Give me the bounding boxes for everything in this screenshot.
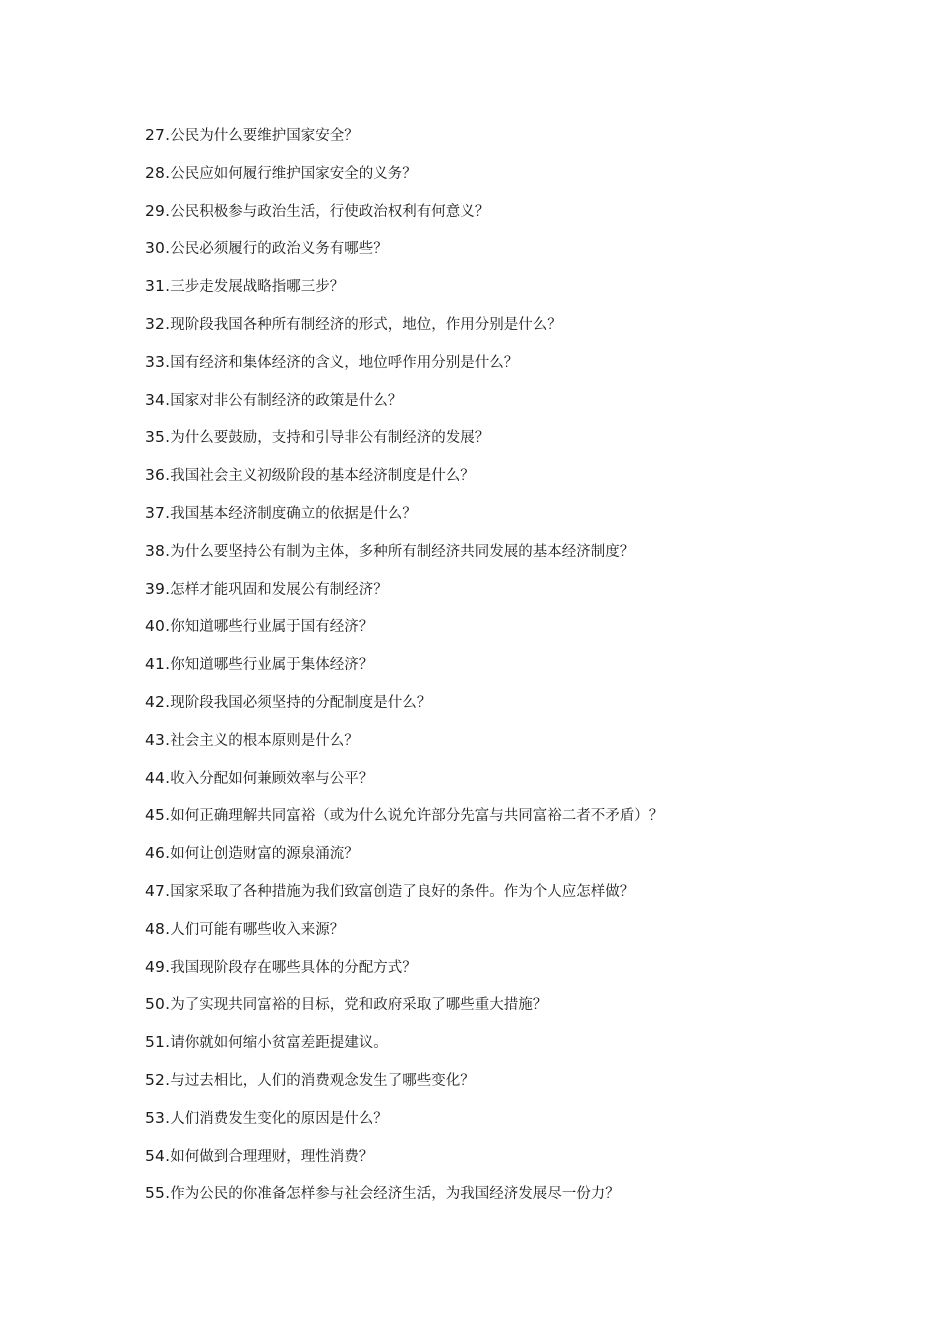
question-text: 公民为什么要维护国家安全？ (170, 128, 359, 144)
question-number: 50. (145, 995, 171, 1014)
question-item (145, 1070, 865, 1108)
question-item (145, 957, 865, 995)
question-number: 30. (145, 239, 171, 258)
question-number: 44. (145, 768, 171, 787)
question-item (145, 881, 865, 919)
question-item (145, 465, 865, 503)
question-number: 40. (145, 617, 171, 636)
question-number: 41. (145, 655, 171, 674)
question-item (145, 692, 865, 730)
question-number: 28. (145, 163, 171, 182)
question-item (145, 238, 865, 276)
question-number: 55. (145, 1184, 171, 1203)
question-item (145, 654, 865, 692)
question-item (145, 1146, 865, 1184)
question-text: 现阶段我国必须坚持的分配制度是什么？ (170, 694, 432, 711)
question-number: 35. (145, 428, 171, 447)
question-item (145, 1032, 865, 1070)
question-text: 怎样才能巩固和发展公有制经济？ (170, 581, 388, 598)
question-text: 为什么要坚持公有制为主体，多种所有制经济共同发展的基本经济制度？ (170, 543, 635, 560)
question-item (145, 579, 865, 617)
question-number: 43. (145, 730, 171, 749)
question-number: 45. (145, 806, 171, 825)
question-number: 39. (145, 579, 171, 598)
question-number: 53. (145, 1108, 171, 1127)
question-list (145, 125, 865, 1221)
question-number: 37. (145, 503, 171, 522)
question-text: 与过去相比，人们的消费观念发生了哪些变化？ (170, 1072, 475, 1089)
question-item (145, 314, 865, 352)
question-text: 国有经济和集体经济的含义，地位呼作用分别是什么？ (170, 354, 519, 371)
question-item (145, 994, 865, 1032)
question-item (145, 768, 865, 806)
question-number: 34. (145, 390, 171, 409)
question-item (145, 616, 865, 654)
question-item (145, 919, 865, 957)
question-number: 52. (145, 1070, 171, 1089)
question-text: 三步走发展战略指哪三步？ (170, 279, 345, 296)
question-item (145, 125, 865, 163)
question-text: 如何让创造财富的源泉涌流？ (170, 846, 359, 863)
question-number: 36. (145, 466, 171, 485)
question-text: 为什么要鼓励，支持和引导非公有制经济的发展？ (170, 430, 490, 447)
question-text: 为了实现共同富裕的目标，党和政府采取了哪些重大措施？ (170, 997, 548, 1014)
question-text: 你知道哪些行业属于集体经济？ (170, 657, 374, 674)
question-text: 我国基本经济制度确立的依据是什么？ (170, 505, 417, 522)
question-number: 32. (145, 314, 171, 333)
question-text: 收入分配如何兼顾效率与公平？ (170, 770, 374, 787)
question-text: 请你就如何缩小贫富差距提建议。 (170, 1035, 388, 1052)
question-text: 公民积极参与政治生活，行使政治权利有何意义？ (170, 203, 490, 220)
question-item (145, 352, 865, 390)
question-item (145, 1183, 865, 1221)
question-item (145, 390, 865, 428)
question-text: 公民应如何履行维护国家安全的义务？ (170, 165, 417, 182)
question-number: 46. (145, 844, 171, 863)
question-item (145, 843, 865, 881)
question-number: 49. (145, 957, 171, 976)
question-text: 现阶段我国各种所有制经济的形式，地位，作用分别是什么？ (170, 316, 562, 333)
question-text: 国家采取了各种措施为我们致富创造了良好的条件。作为个人应怎样做？ (170, 883, 635, 900)
question-number: 33. (145, 352, 171, 371)
question-item (145, 201, 865, 239)
question-text: 如何做到合理理财，理性消费？ (170, 1148, 374, 1165)
question-number: 27. (145, 126, 171, 144)
question-number: 38. (145, 541, 171, 560)
question-text: 作为公民的你准备怎样参与社会经济生活，为我国经济发展尽一份力？ (170, 1186, 620, 1203)
question-item (145, 427, 865, 465)
question-text: 公民必须履行的政治义务有哪些？ (170, 241, 388, 258)
question-item (145, 805, 865, 843)
question-text: 你知道哪些行业属于国有经济？ (170, 619, 374, 636)
question-item (145, 1108, 865, 1146)
question-text: 我国社会主义初级阶段的基本经济制度是什么？ (170, 468, 475, 485)
question-item (145, 503, 865, 541)
question-number: 51. (145, 1033, 171, 1052)
question-text: 如何正确理解共同富裕（或为什么说允许部分先富与共同富裕二者不矛盾）？ (170, 808, 664, 825)
question-item (145, 163, 865, 201)
question-text: 人们消费发生变化的原因是什么？ (170, 1110, 388, 1127)
question-number: 48. (145, 919, 171, 938)
question-text: 人们可能有哪些收入来源？ (170, 921, 345, 938)
question-text: 社会主义的根本原则是什么？ (170, 732, 359, 749)
question-item (145, 541, 865, 579)
question-number: 47. (145, 881, 171, 900)
question-text: 我国现阶段存在哪些具体的分配方式？ (170, 959, 417, 976)
question-number: 42. (145, 692, 171, 711)
question-item (145, 730, 865, 768)
question-number: 31. (145, 277, 171, 296)
question-number: 29. (145, 201, 171, 220)
question-item (145, 276, 865, 314)
question-text: 国家对非公有制经济的政策是什么？ (170, 392, 403, 409)
question-number: 54. (145, 1146, 171, 1165)
